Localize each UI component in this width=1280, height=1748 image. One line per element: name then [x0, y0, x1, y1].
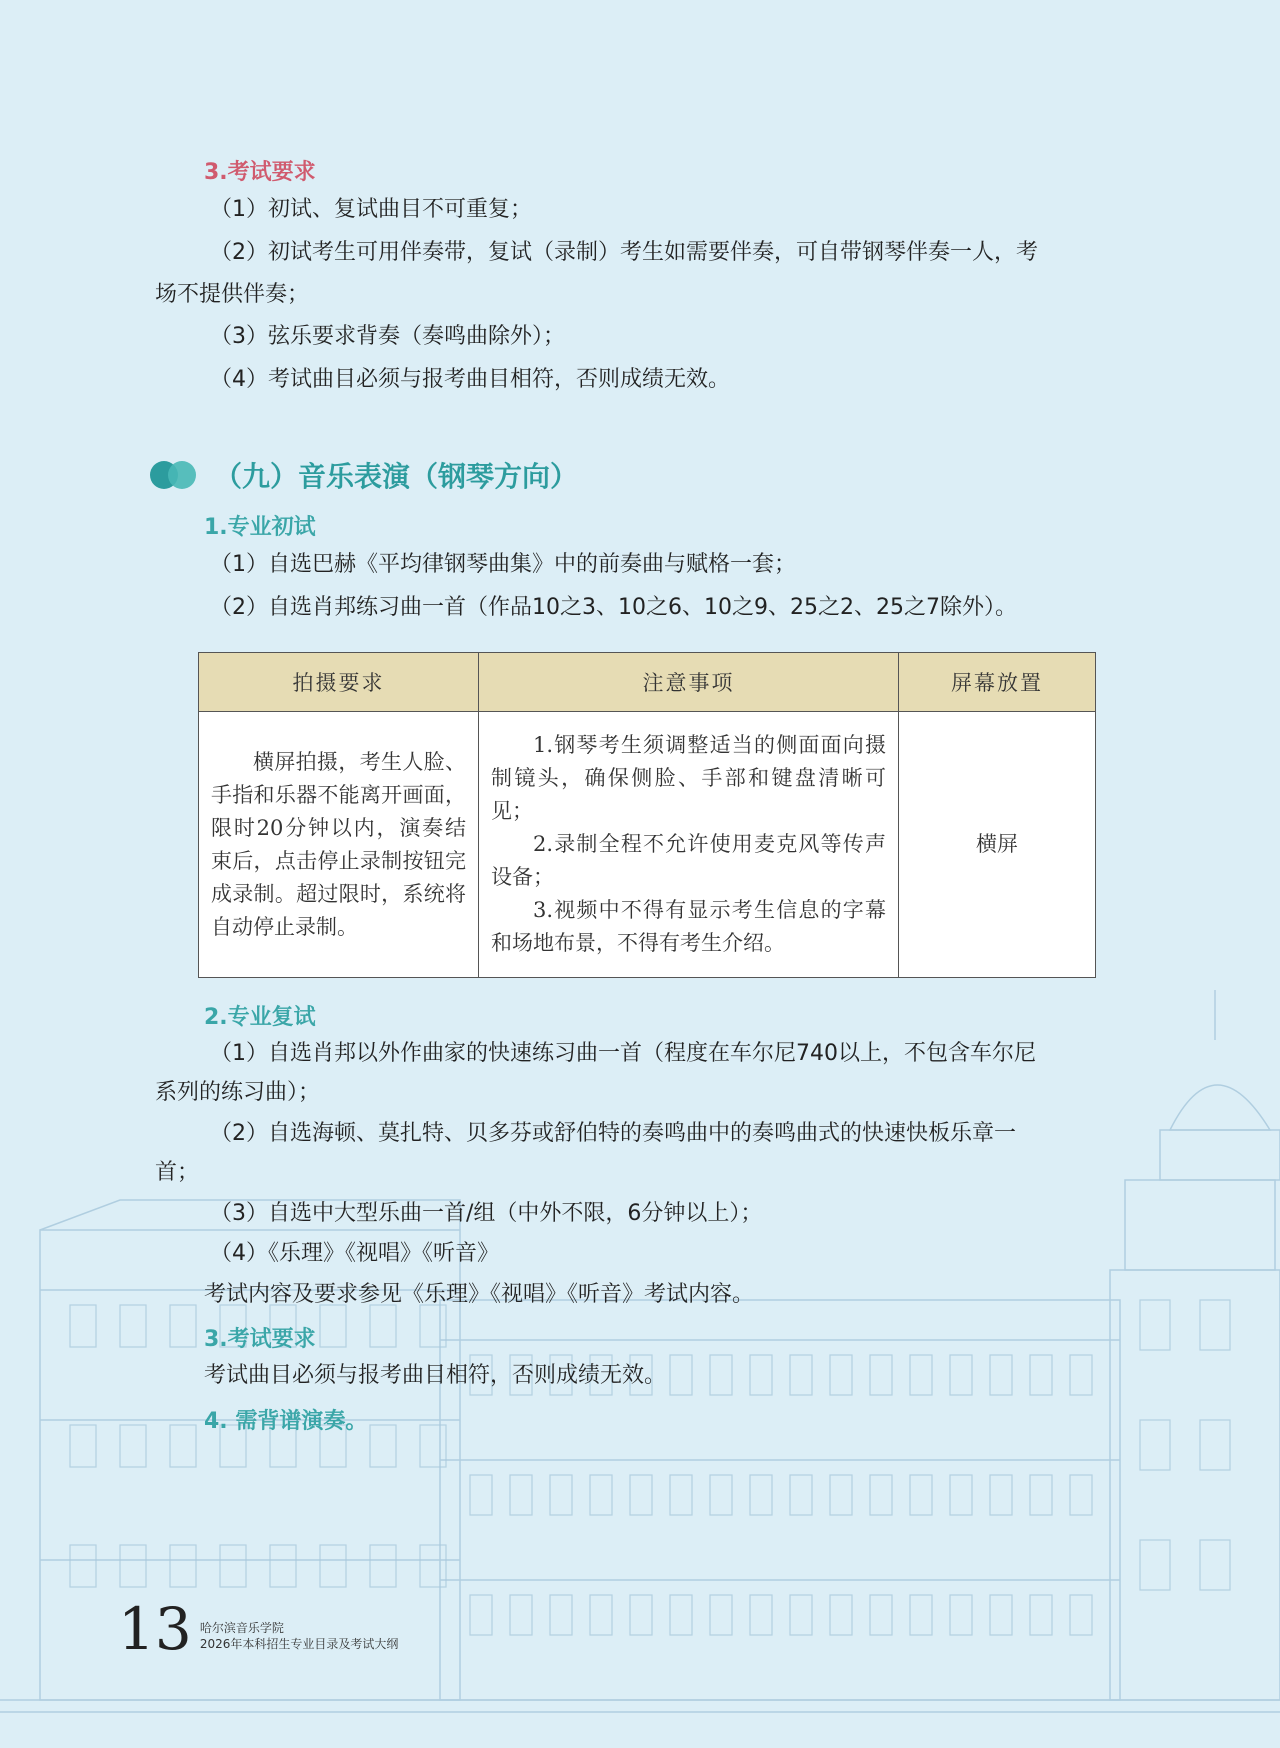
- memorize-heading: 4. 需背谱演奏。: [204, 1409, 368, 1434]
- page-footer: [118, 1595, 399, 1663]
- requirement-item: （2）初试考生可用伴奏带，复试（录制）考生如需要伴奏，可自带钢琴伴奏一人，考: [210, 240, 1038, 265]
- preliminary-exam-heading: 1.专业初试: [204, 515, 316, 540]
- retest-item: （2）自选海顿、莫扎特、贝多芬或舒伯特的奏鸣曲中的奏鸣曲式的快速快板乐章一: [210, 1121, 1016, 1146]
- table-header: 注意事项: [479, 653, 899, 712]
- prelim-item: （2）自选肖邦练习曲一首（作品10之3、10之6、10之9、25之2、25之7除外）。: [210, 595, 1017, 620]
- retest-heading: 2.专业复试: [204, 1005, 316, 1030]
- requirement-item: （1）初试、复试曲目不可重复；: [210, 197, 532, 222]
- circles-icon: [150, 458, 200, 492]
- retest-item-continued: 首；: [155, 1160, 200, 1185]
- section-title-text: （九）音乐表演（钢琴方向）: [214, 460, 579, 493]
- exam-requirements-heading: 3.考试要求: [204, 160, 316, 185]
- filming-requirements-cell: [199, 712, 479, 978]
- notes-cell: [479, 712, 899, 978]
- section-title: [150, 455, 578, 495]
- retest-item: （1）自选肖邦以外作曲家的快速练习曲一首（程度在车尔尼740以上，不包含车尔尼: [210, 1041, 1036, 1066]
- prelim-item: （1）自选巴赫《平均律钢琴曲集》中的前奏曲与赋格一套；: [210, 552, 796, 577]
- retest-item-continued: 系列的练习曲）；: [155, 1080, 321, 1105]
- exam-requirements-heading: 3.考试要求: [204, 1327, 316, 1352]
- retest-item: （4）《乐理》《视唱》《听音》: [210, 1241, 499, 1266]
- screen-orientation-cell: 横屏: [899, 712, 1096, 978]
- table-header: 屏幕放置: [899, 653, 1096, 712]
- table-header: 拍摄要求: [199, 653, 479, 712]
- document-title: 2026年本科招生专业目录及考试大纲: [199, 1637, 399, 1651]
- recording-requirements-table: [198, 652, 1096, 978]
- page-number: 13: [118, 1595, 192, 1663]
- retest-item: （3）自选中大型乐曲一首/组（中外不限，6分钟以上）；: [210, 1201, 763, 1226]
- note-item: 3.视频中不得有显示考生信息的字幕和场地布景，不得有考生介绍。: [491, 898, 886, 955]
- note-item: 1.钢琴考生须调整适当的侧面面向摄制镜头，确保侧脸、手部和键盘清晰可见；: [491, 733, 886, 823]
- requirement-item-continued: 场不提供伴奏；: [155, 282, 310, 307]
- requirement-item: （3）弦乐要求背奏（奏鸣曲除外）；: [210, 324, 565, 349]
- requirement-item: （4）考试曲目必须与报考曲目相符，否则成绩无效。: [210, 367, 730, 392]
- note-item: 2.录制全程不允许使用麦克风等传声设备；: [491, 832, 886, 889]
- school-name: 哈尔滨音乐学院: [199, 1621, 284, 1635]
- filming-requirements-text: 横屏拍摄，考生人脸、手指和乐器不能离开画面，限时20分钟以内，演奏结束后，点击停止录制按钮完成录制。超过限时，系统将自动停止录制。: [211, 749, 466, 939]
- retest-note: 考试内容及要求参见《乐理》《视唱》《听音》考试内容。: [204, 1282, 755, 1307]
- exam-requirement-text: 考试曲目必须与报考曲目相符，否则成绩无效。: [204, 1363, 667, 1388]
